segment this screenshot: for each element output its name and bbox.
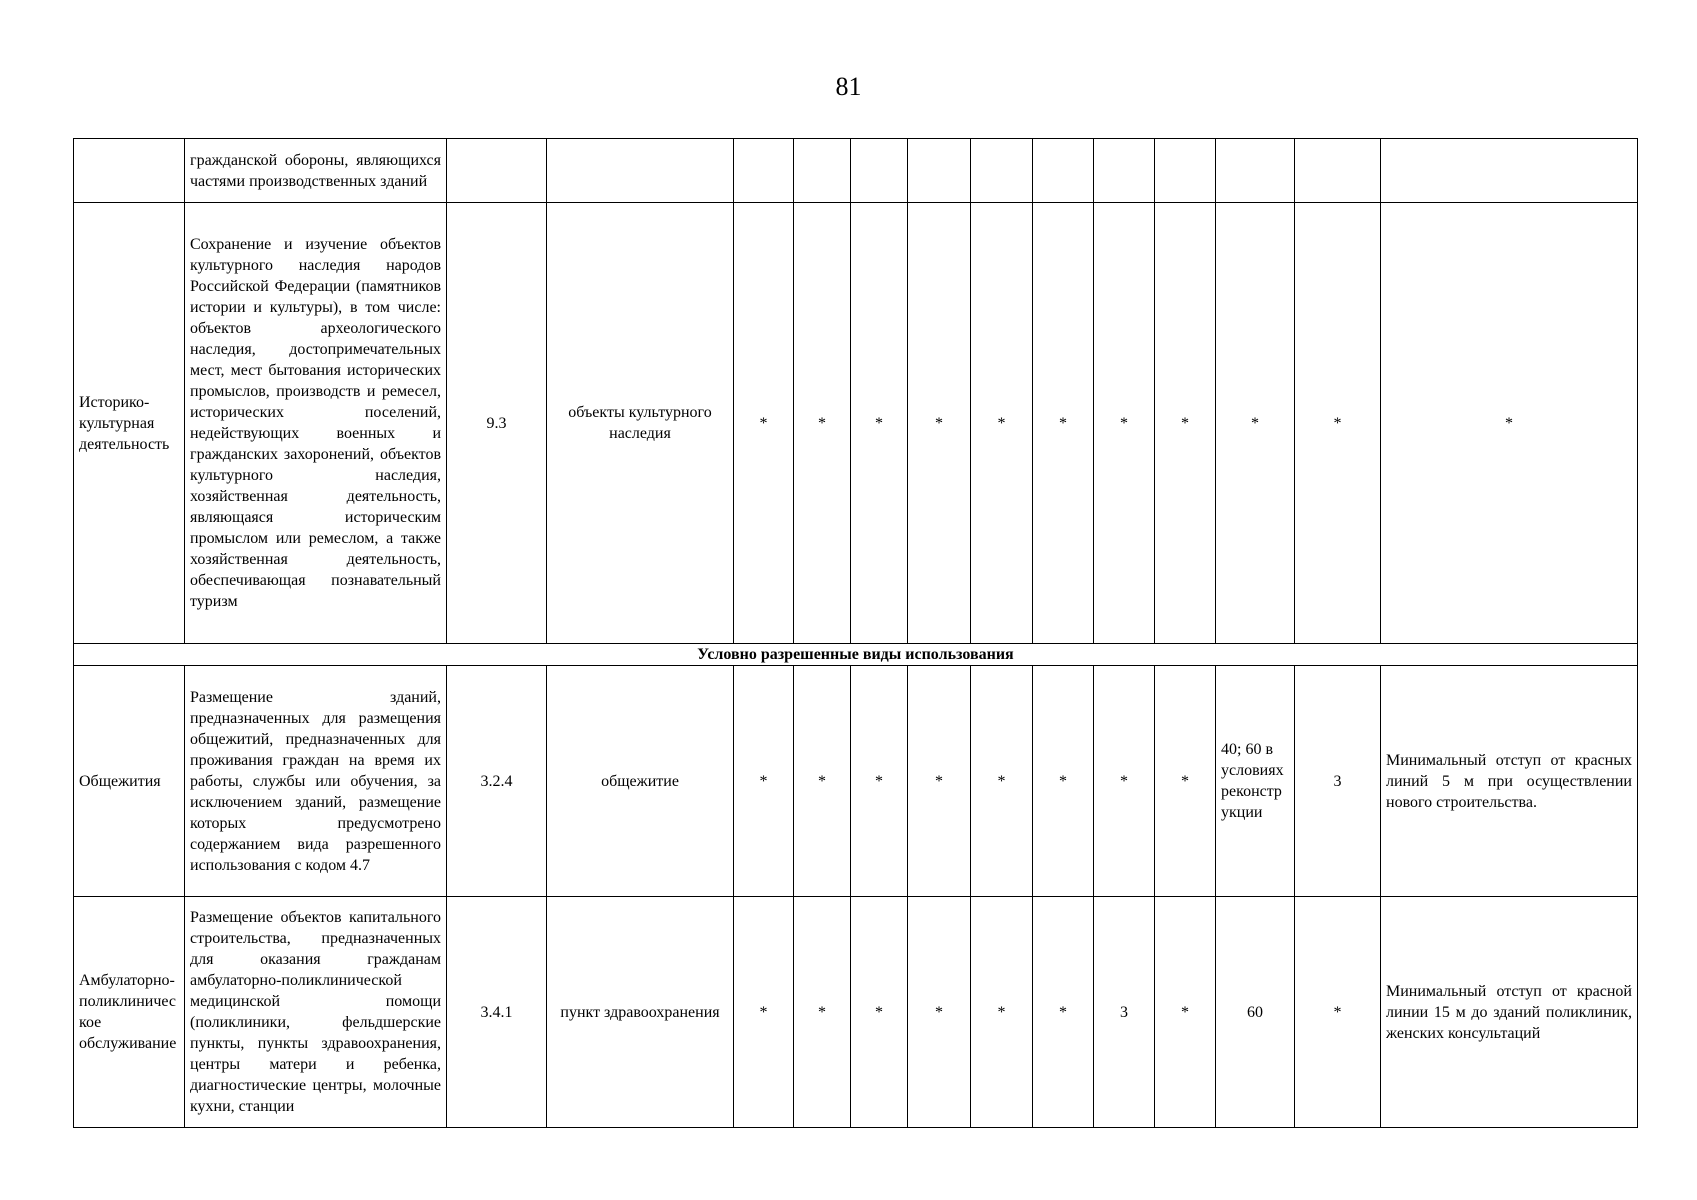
table-row xyxy=(74,203,1638,644)
param-cell: * xyxy=(1155,203,1216,644)
param-cell xyxy=(794,139,851,203)
object-type-cell xyxy=(547,139,734,203)
use-description-cell: гражданской обороны, являющихся частями производственных зданий xyxy=(185,139,447,203)
param-cell xyxy=(908,139,971,203)
param-cell: * xyxy=(908,203,971,644)
param-cell: * xyxy=(971,203,1033,644)
param-cell: * xyxy=(908,666,971,897)
height-limit-cell: 40; 60 в условиях реконструкции xyxy=(1216,666,1295,897)
note-cell: Минимальный отступ от красных линий 5 м при осуществлении нового строительства. xyxy=(1381,666,1638,897)
regulations-table xyxy=(73,138,1638,1128)
use-code-cell: 9.3 xyxy=(447,203,547,644)
use-description-cell: Сохранение и изучение объектов культурного наследия народов Российской Федерации (памятников истории и культуры), в том числе: объектов археологического наследия, достопримечательных мест, мест бытования исторических промыслов, производств и ремесел, исторических поселений, недействующих военных и гражданских захоронений, объектов культурного наследия, хозяйственная деятельность, являющаяся историческим промыслом или ремеслом, а также хозяйственная деятельность, обеспечивающая познавательный туризм xyxy=(185,203,447,644)
table-row xyxy=(74,897,1638,1128)
param-cell: * xyxy=(794,897,851,1128)
note-cell: Минимальный отступ от красной линии 15 м до зданий поликлиник, женских консультаций xyxy=(1381,897,1638,1128)
param-cell: * xyxy=(851,897,908,1128)
param-cell: * xyxy=(1033,897,1094,1128)
param-cell: 60 xyxy=(1216,897,1295,1128)
use-code-cell: 3.4.1 xyxy=(447,897,547,1128)
param-cell xyxy=(1216,139,1295,203)
param-cell: * xyxy=(1094,203,1155,644)
table-row xyxy=(74,139,1638,203)
use-description-cell: Размещение зданий, предназначенных для размещения общежитий, предназначенных для проживания граждан на время их работы, службы или обучения, за исключением зданий, размещение которых предусмотрено содержанием вида разрешенного использования с кодом 4.7 xyxy=(185,666,447,897)
table-row xyxy=(74,666,1638,897)
param-cell: * xyxy=(734,897,794,1128)
param-cell xyxy=(1295,139,1381,203)
param-cell: 3 xyxy=(1295,666,1381,897)
param-cell: * xyxy=(1295,897,1381,1128)
section-header: Условно разрешенные виды использования xyxy=(74,644,1638,666)
page-number: 81 xyxy=(835,72,862,101)
param-cell xyxy=(734,139,794,203)
use-name-cell xyxy=(74,139,185,203)
object-type-cell: объекты культурного наследия xyxy=(547,203,734,644)
use-description-cell: Размещение объектов капитального строительства, предназначенных для оказания гражданам амбулаторно-поликлинической медицинской помощи (поликлиники, фельдшерские пункты, пункты здравоохранения, центры матери и ребенка, диагностические центры, молочные кухни, станции xyxy=(185,897,447,1128)
param-cell: * xyxy=(1155,666,1216,897)
param-cell: * xyxy=(734,203,794,644)
param-cell xyxy=(851,139,908,203)
use-name-cell: Историко-культурная деятельность xyxy=(74,203,185,644)
param-cell: * xyxy=(1033,203,1094,644)
param-cell xyxy=(1094,139,1155,203)
param-cell: * xyxy=(971,897,1033,1128)
param-cell: * xyxy=(851,666,908,897)
param-cell xyxy=(1155,139,1216,203)
param-cell xyxy=(971,139,1033,203)
use-name-cell: Амбулаторно-поликлиническое обслуживание xyxy=(74,897,185,1128)
param-cell: * xyxy=(851,203,908,644)
param-cell: * xyxy=(1216,203,1295,644)
object-type-cell: пункт здравоохранения xyxy=(547,897,734,1128)
note-cell: * xyxy=(1381,203,1638,644)
param-cell xyxy=(1033,139,1094,203)
param-cell: 3 xyxy=(1094,897,1155,1128)
object-type-cell: общежитие xyxy=(547,666,734,897)
param-cell: * xyxy=(1094,666,1155,897)
note-cell xyxy=(1381,139,1638,203)
param-cell: * xyxy=(794,666,851,897)
param-cell: * xyxy=(908,897,971,1128)
use-code-cell: 3.2.4 xyxy=(447,666,547,897)
param-cell: * xyxy=(1033,666,1094,897)
param-cell: * xyxy=(794,203,851,644)
param-cell: * xyxy=(734,666,794,897)
section-row xyxy=(74,644,1638,666)
param-cell: * xyxy=(1155,897,1216,1128)
use-name-cell: Общежития xyxy=(74,666,185,897)
param-cell: * xyxy=(971,666,1033,897)
use-code-cell xyxy=(447,139,547,203)
param-cell: * xyxy=(1295,203,1381,644)
